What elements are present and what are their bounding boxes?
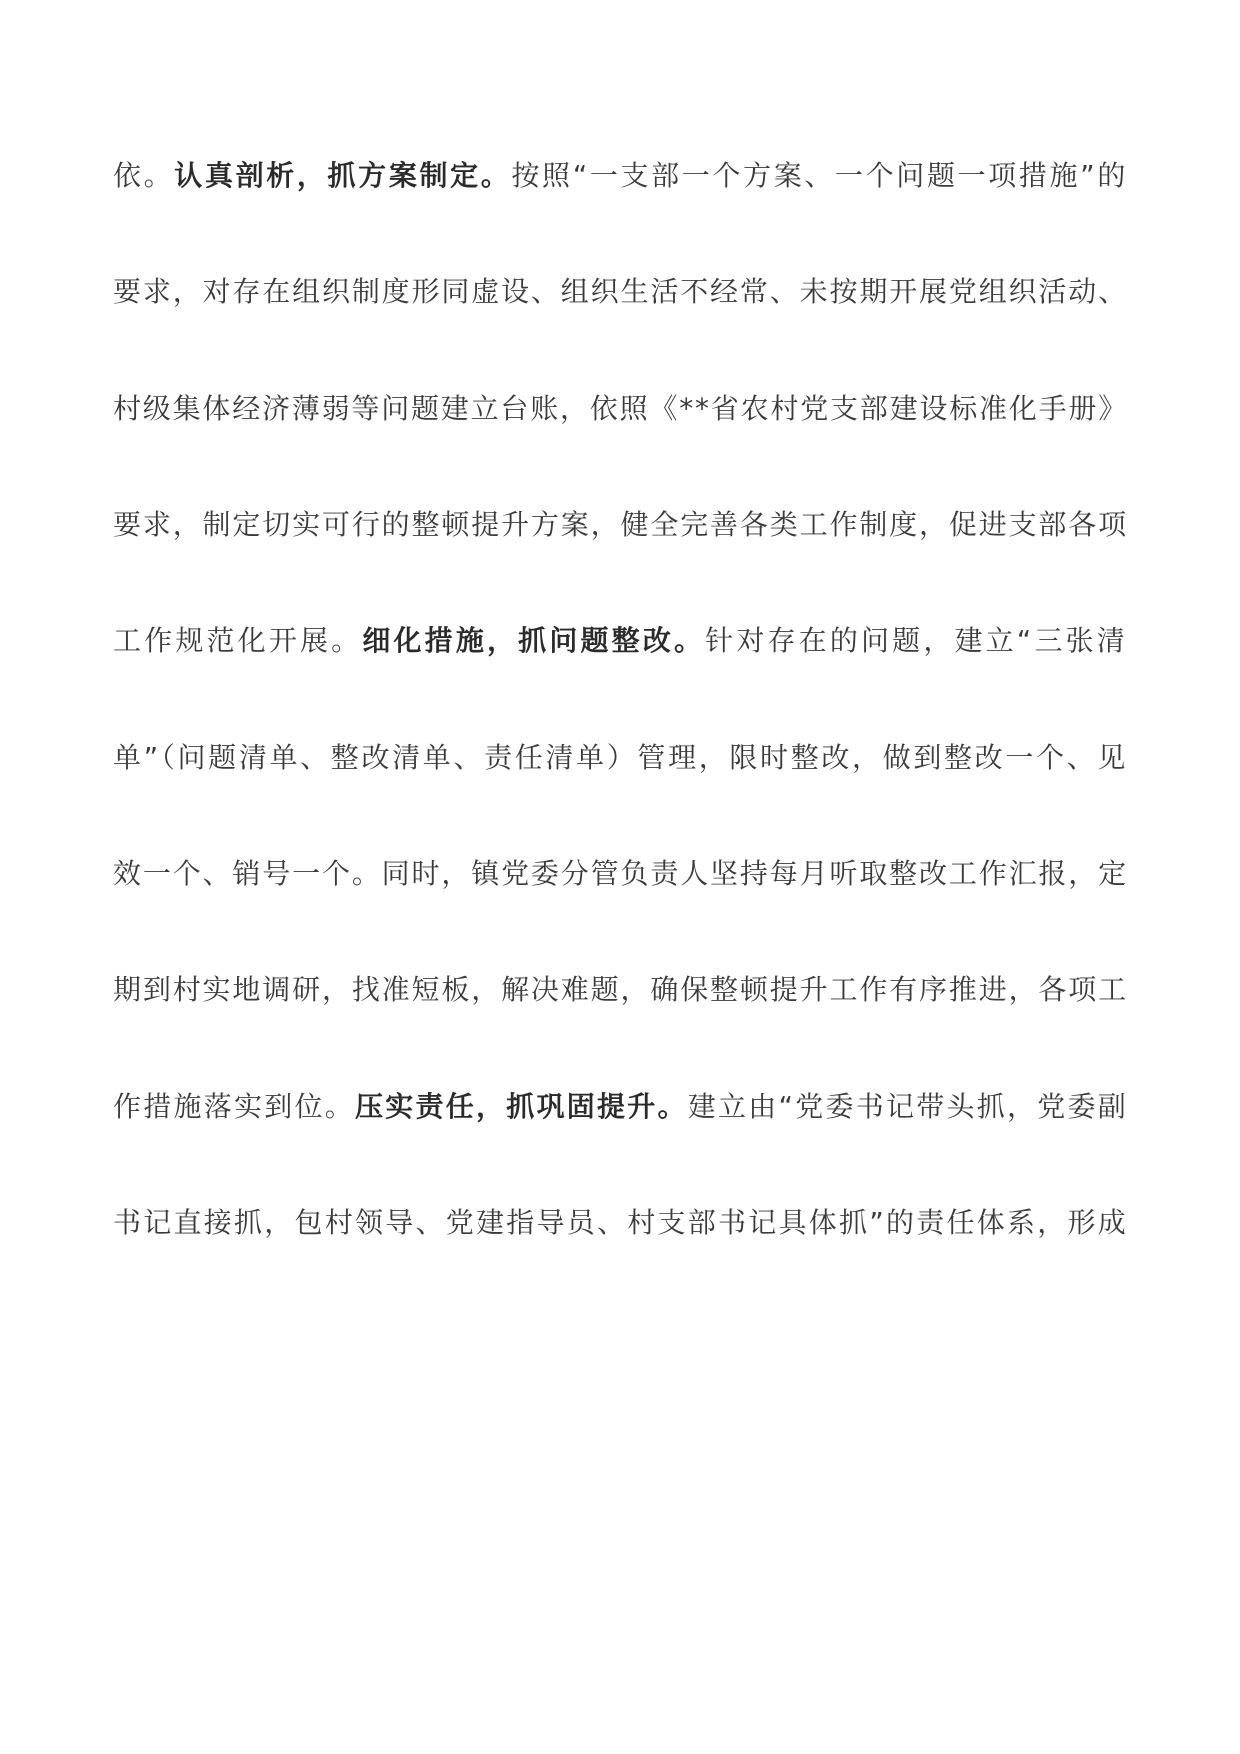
text-segment: 单”（问题清单、整改清单、责任清单）管理，限时整改，做到整改一个、见 [113, 741, 1128, 774]
text-segment: 按照“一支部一个方案、一个问题一项措施”的 [511, 159, 1128, 192]
text-line [113, 1082, 1128, 1132]
text-segment: 书记直接抓，包村领导、党建指导员、村支部书记具体抓”的责任体系，形成 [113, 1206, 1128, 1239]
bold-heading-segment: 认真剖析，抓方案制定。 [174, 159, 512, 192]
text-line [113, 500, 1128, 550]
text-segment: 效一个、销号一个。同时，镇党委分管负责人坚持每月听取整改工作汇报，定 [113, 857, 1128, 890]
text-segment: 要求，制定切实可行的整顿提升方案，健全完善各类工作制度，促进支部各项 [113, 508, 1128, 541]
text-segment: 针对存在的问题，建立“三张清 [705, 624, 1128, 657]
text-segment: 工作规范化开展。 [113, 624, 363, 657]
text-segment: 建立由“党委书记带头抓，党委副 [687, 1090, 1128, 1123]
bold-heading-segment: 细化措施，抓问题整改。 [362, 624, 706, 657]
text-line [113, 849, 1128, 899]
bold-heading-segment: 压实责任，抓巩固提升。 [355, 1090, 688, 1123]
text-segment: 期到村实地调研，找准短板，解决难题，确保整顿提升工作有序推进，各项工 [113, 973, 1128, 1006]
text-segment: 作措施落实到位。 [113, 1090, 355, 1123]
text-segment: 依。 [113, 159, 175, 192]
text-segment: 要求，对存在组织制度形同虚设、组织生活不经常、未按期开展党组织活动、 [113, 275, 1128, 308]
text-line [113, 151, 1128, 201]
text-line [113, 733, 1128, 783]
text-segment: 村级集体经济薄弱等问题建立台账，依照《**省农村党支部建设标准化手册》 [113, 392, 1128, 425]
text-line [113, 965, 1128, 1015]
text-line [113, 1198, 1128, 1248]
text-line [113, 616, 1128, 666]
text-line [113, 384, 1128, 434]
text-line [113, 267, 1128, 317]
